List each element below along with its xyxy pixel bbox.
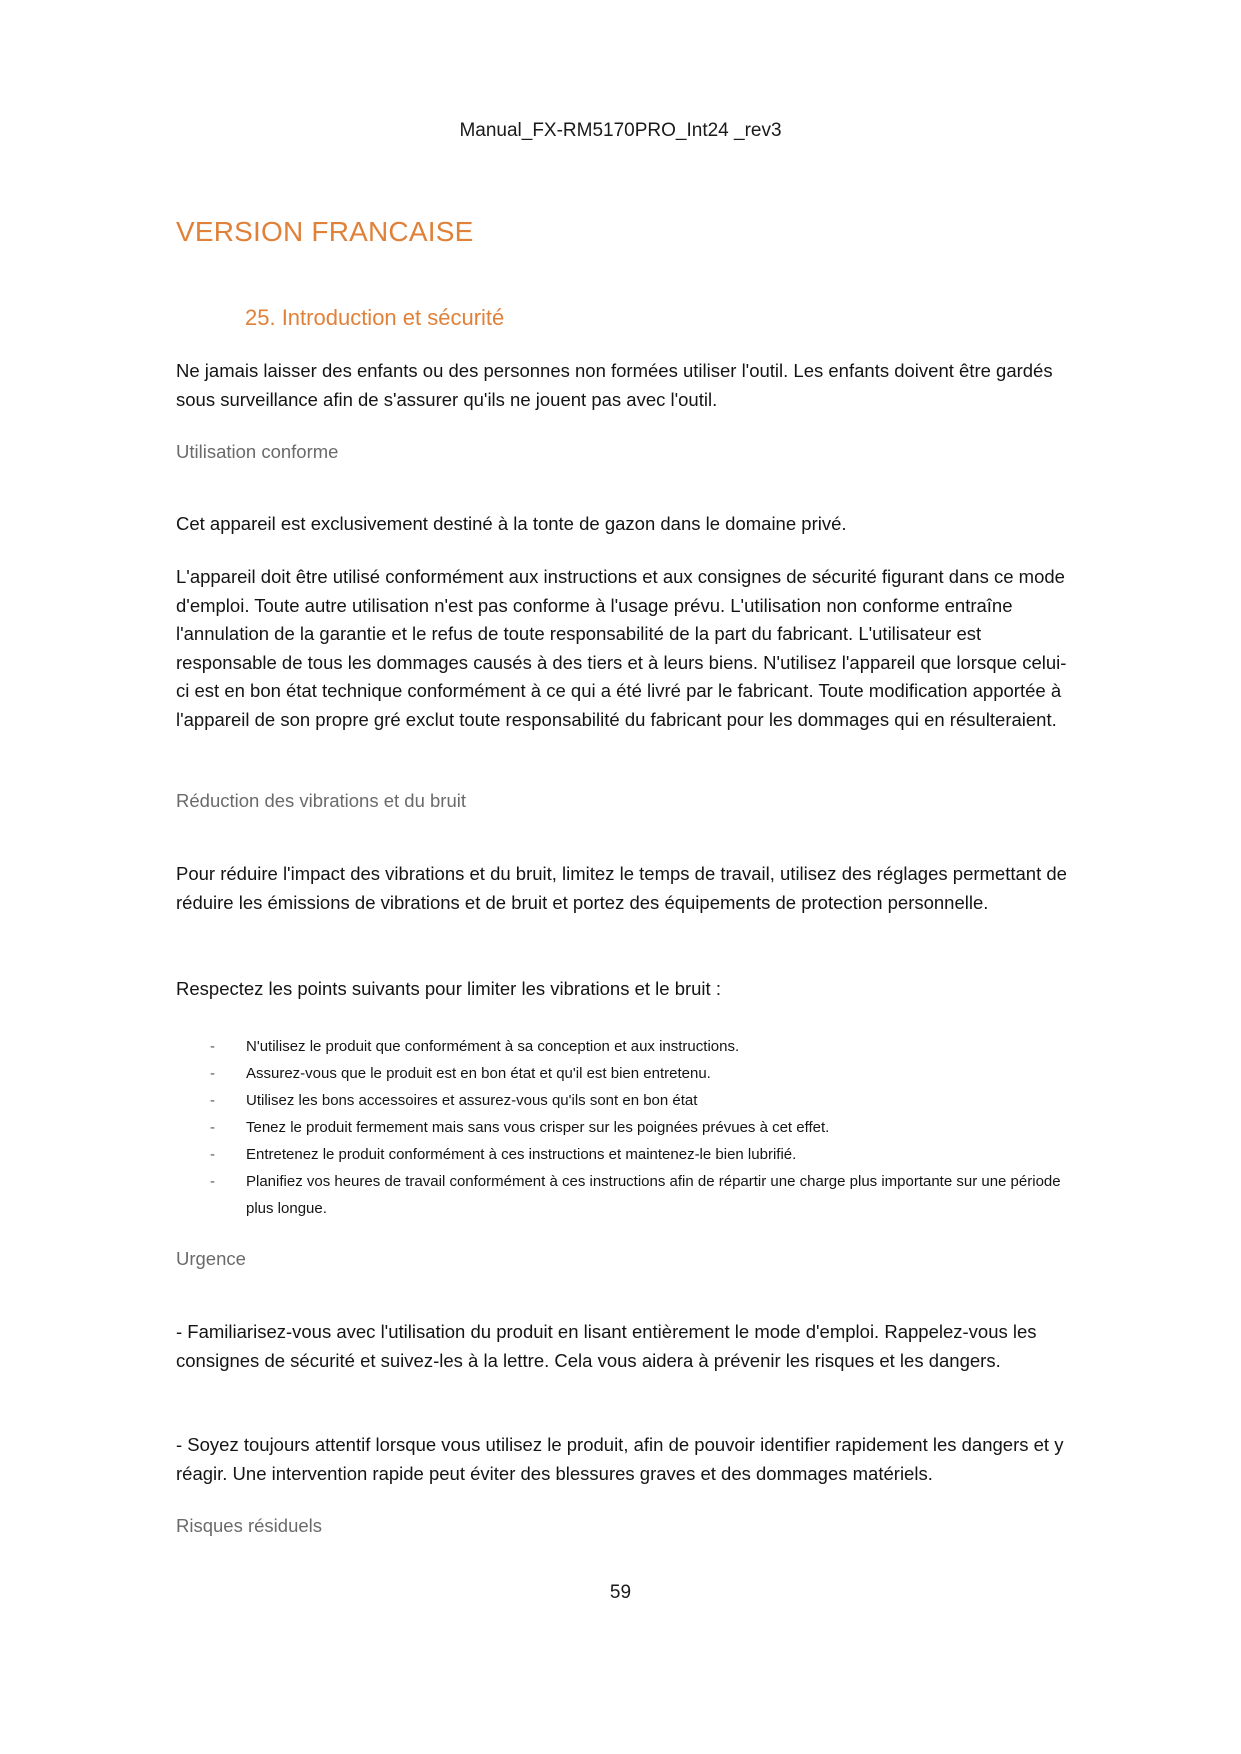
bullet-dash: - — [210, 1146, 215, 1163]
subheading-vibration: Réduction des vibrations et du bruit — [176, 790, 467, 811]
usage-paragraph-2: L'appareil doit être utilisé conformément aux instructions et aux consignes de sécurité figurant dans ce mode d'emploi. Toute autre utilisation n'est pas conforme à l'usage prévu. L'utilisation non conforme entraîne l'annulation de la garantie et le refus de toute responsabilité de la part du fabricant. L'utilisateur est responsable de tous les dommages causés à des tiers et à leurs biens. N'utilisez l'appareil que lorsque celui-ci est en bon état technique conformément à ce qui a été livré par le fabricant. Toute modification apportée à l'appareil de son propre gré exclut toute responsabilité du fabricant pour les dommages qui en résulteraient. — [176, 566, 1067, 730]
version-title: VERSION FRANCAISE — [176, 216, 474, 247]
list-item-text: Entretenez le produit conformément à ces instructions et maintenez-le bien lubrifié. — [246, 1146, 797, 1163]
page-number: 59 — [609, 1582, 632, 1603]
emergency-paragraph-2: - Soyez toujours attentif lorsque vous utilisez le produit, afin de pouvoir identifier rapidement les dangers et y réagir. Une intervention rapide peut éviter des blessures graves et des dommages matériels. — [176, 1434, 1064, 1484]
emergency-paragraph-1: - Familiarisez-vous avec l'utilisation du produit en lisant entièrement le mode d'emploi. Rappelez-vous les consignes de sécurité et suivez-les à la lettre. Cela vous aidera à prévenir les risques et les dangers. — [176, 1321, 1037, 1371]
list-item-text: Planifiez vos heures de travail conformément à ces instructions afin de répartir une charge plus importante sur une période plus longue. — [246, 1173, 1061, 1217]
subheading-emergency: Urgence — [176, 1248, 246, 1269]
subheading-usage: Utilisation conforme — [176, 441, 339, 462]
bullet-dash: - — [210, 1173, 215, 1190]
list-item-text: Utilisez les bons accessoires et assurez-vous qu'ils sont en bon état — [246, 1092, 698, 1109]
bullet-dash: - — [210, 1119, 215, 1136]
subheading-residual-risks: Risques résiduels — [176, 1515, 323, 1536]
list-item-text: N'utilisez le produit que conformément à sa conception et aux instructions. — [246, 1038, 740, 1055]
list-item-text: Tenez le produit fermement mais sans vous crisper sur les poignées prévues à cet effet. — [246, 1119, 830, 1136]
usage-paragraph-1: Cet appareil est exclusivement destiné à la tonte de gazon dans le domaine privé. — [176, 513, 847, 534]
list-item — [176, 1168, 1076, 1222]
vibration-bullet-list — [176, 1033, 1076, 1222]
bullet-dash: - — [210, 1038, 215, 1055]
intro-paragraph: Ne jamais laisser des enfants ou des personnes non formées utiliser l'outil. Les enfants doivent être gardés sous surveillance afin de s'assurer qu'ils ne jouent pas avec l'outil. — [176, 360, 1053, 410]
vibration-paragraph-1: Pour réduire l'impact des vibrations et du bruit, limitez le temps de travail, utilisez des réglages permettant de réduire les émissions de vibrations et de bruit et portez des équipements de protection personnelle. — [176, 863, 1067, 913]
section-title: 25. Introduction et sécurité — [245, 305, 505, 330]
list-item — [176, 1087, 1076, 1114]
list-item — [176, 1114, 1076, 1141]
bullet-dash: - — [210, 1092, 215, 1109]
list-item — [176, 1141, 1076, 1168]
list-item-text: Assurez-vous que le produit est en bon état et qu'il est bien entretenu. — [246, 1065, 711, 1082]
list-item — [176, 1033, 1076, 1060]
vibration-paragraph-2: Respectez les points suivants pour limiter les vibrations et le bruit : — [176, 978, 721, 999]
list-item — [176, 1060, 1076, 1087]
running-header: Manual_FX-RM5170PRO_Int24 _rev3 — [459, 120, 782, 141]
bullet-dash: - — [210, 1065, 215, 1082]
